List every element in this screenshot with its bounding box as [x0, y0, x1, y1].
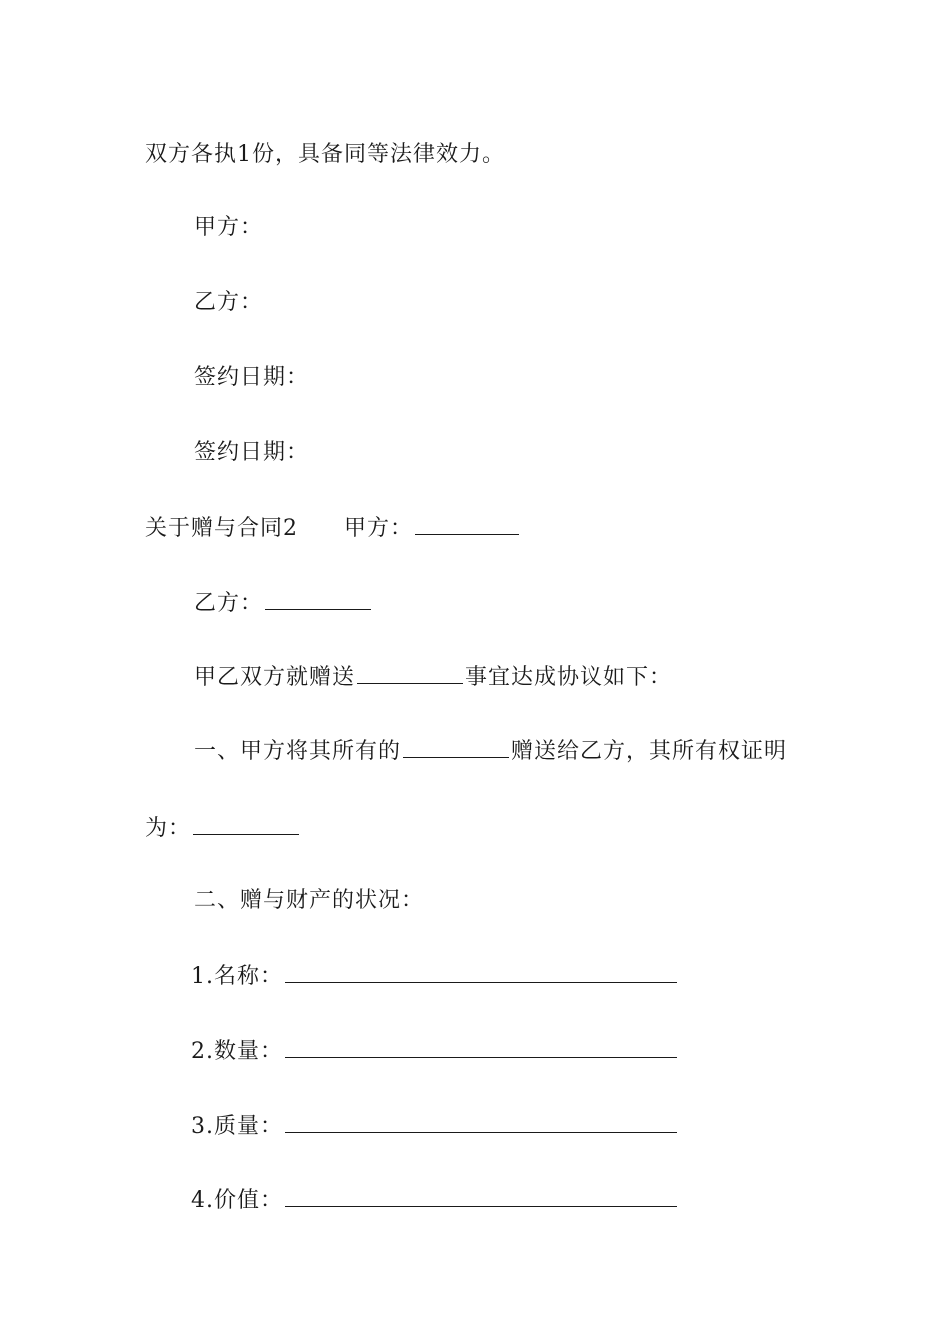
property-quality-label: 3.质量： [191, 1114, 283, 1139]
property-quality-blank [285, 1110, 677, 1133]
party-a-blank [415, 512, 519, 535]
closing-sentence: 双方各执1份，具备同等法律效力。 [145, 142, 505, 167]
property-quality-line [191, 1110, 679, 1142]
section-party-a-label: 甲方： [344, 516, 414, 541]
ownership-proof-blank [193, 812, 299, 835]
property-quantity-label: 2.数量： [191, 1039, 283, 1064]
sign-date-label: 签约日期： [194, 365, 310, 390]
property-quantity-line [191, 1035, 679, 1067]
agreement-line [194, 661, 672, 693]
section-title: 关于赠与合同2 [145, 516, 298, 541]
section-party-b-label: 乙方： [194, 591, 264, 616]
property-value-label: 4.价值： [191, 1188, 283, 1213]
clause-one-line [194, 735, 787, 767]
property-name-blank [285, 960, 677, 983]
section-party-b-line [194, 587, 373, 619]
party-b-blank [265, 587, 371, 610]
property-quantity-blank [285, 1035, 677, 1058]
agreement-text-pre: 甲乙双方就赠送 [194, 665, 356, 690]
clause-one-post: 赠送给乙方，其所有权证明 [511, 739, 788, 764]
property-value-line [191, 1184, 679, 1216]
property-name-line [191, 960, 679, 992]
party-a-label: 甲方： [194, 215, 264, 240]
property-name-label: 1.名称： [191, 964, 283, 989]
sign-date-label-2: 签约日期： [194, 440, 310, 465]
party-b-label: 乙方： [194, 290, 264, 315]
gift-item-blank [357, 661, 463, 684]
clause-one-cont-label: 为： [145, 816, 192, 841]
section-heading-line [145, 512, 521, 544]
clause-two-heading: 二、赠与财产的状况： [194, 888, 425, 913]
owned-property-blank [403, 735, 509, 758]
clause-one-pre: 一、甲方将其所有的 [194, 739, 402, 764]
agreement-text-post: 事宜达成协议如下： [465, 665, 673, 690]
property-value-blank [285, 1184, 677, 1207]
clause-one-continuation [145, 812, 301, 844]
